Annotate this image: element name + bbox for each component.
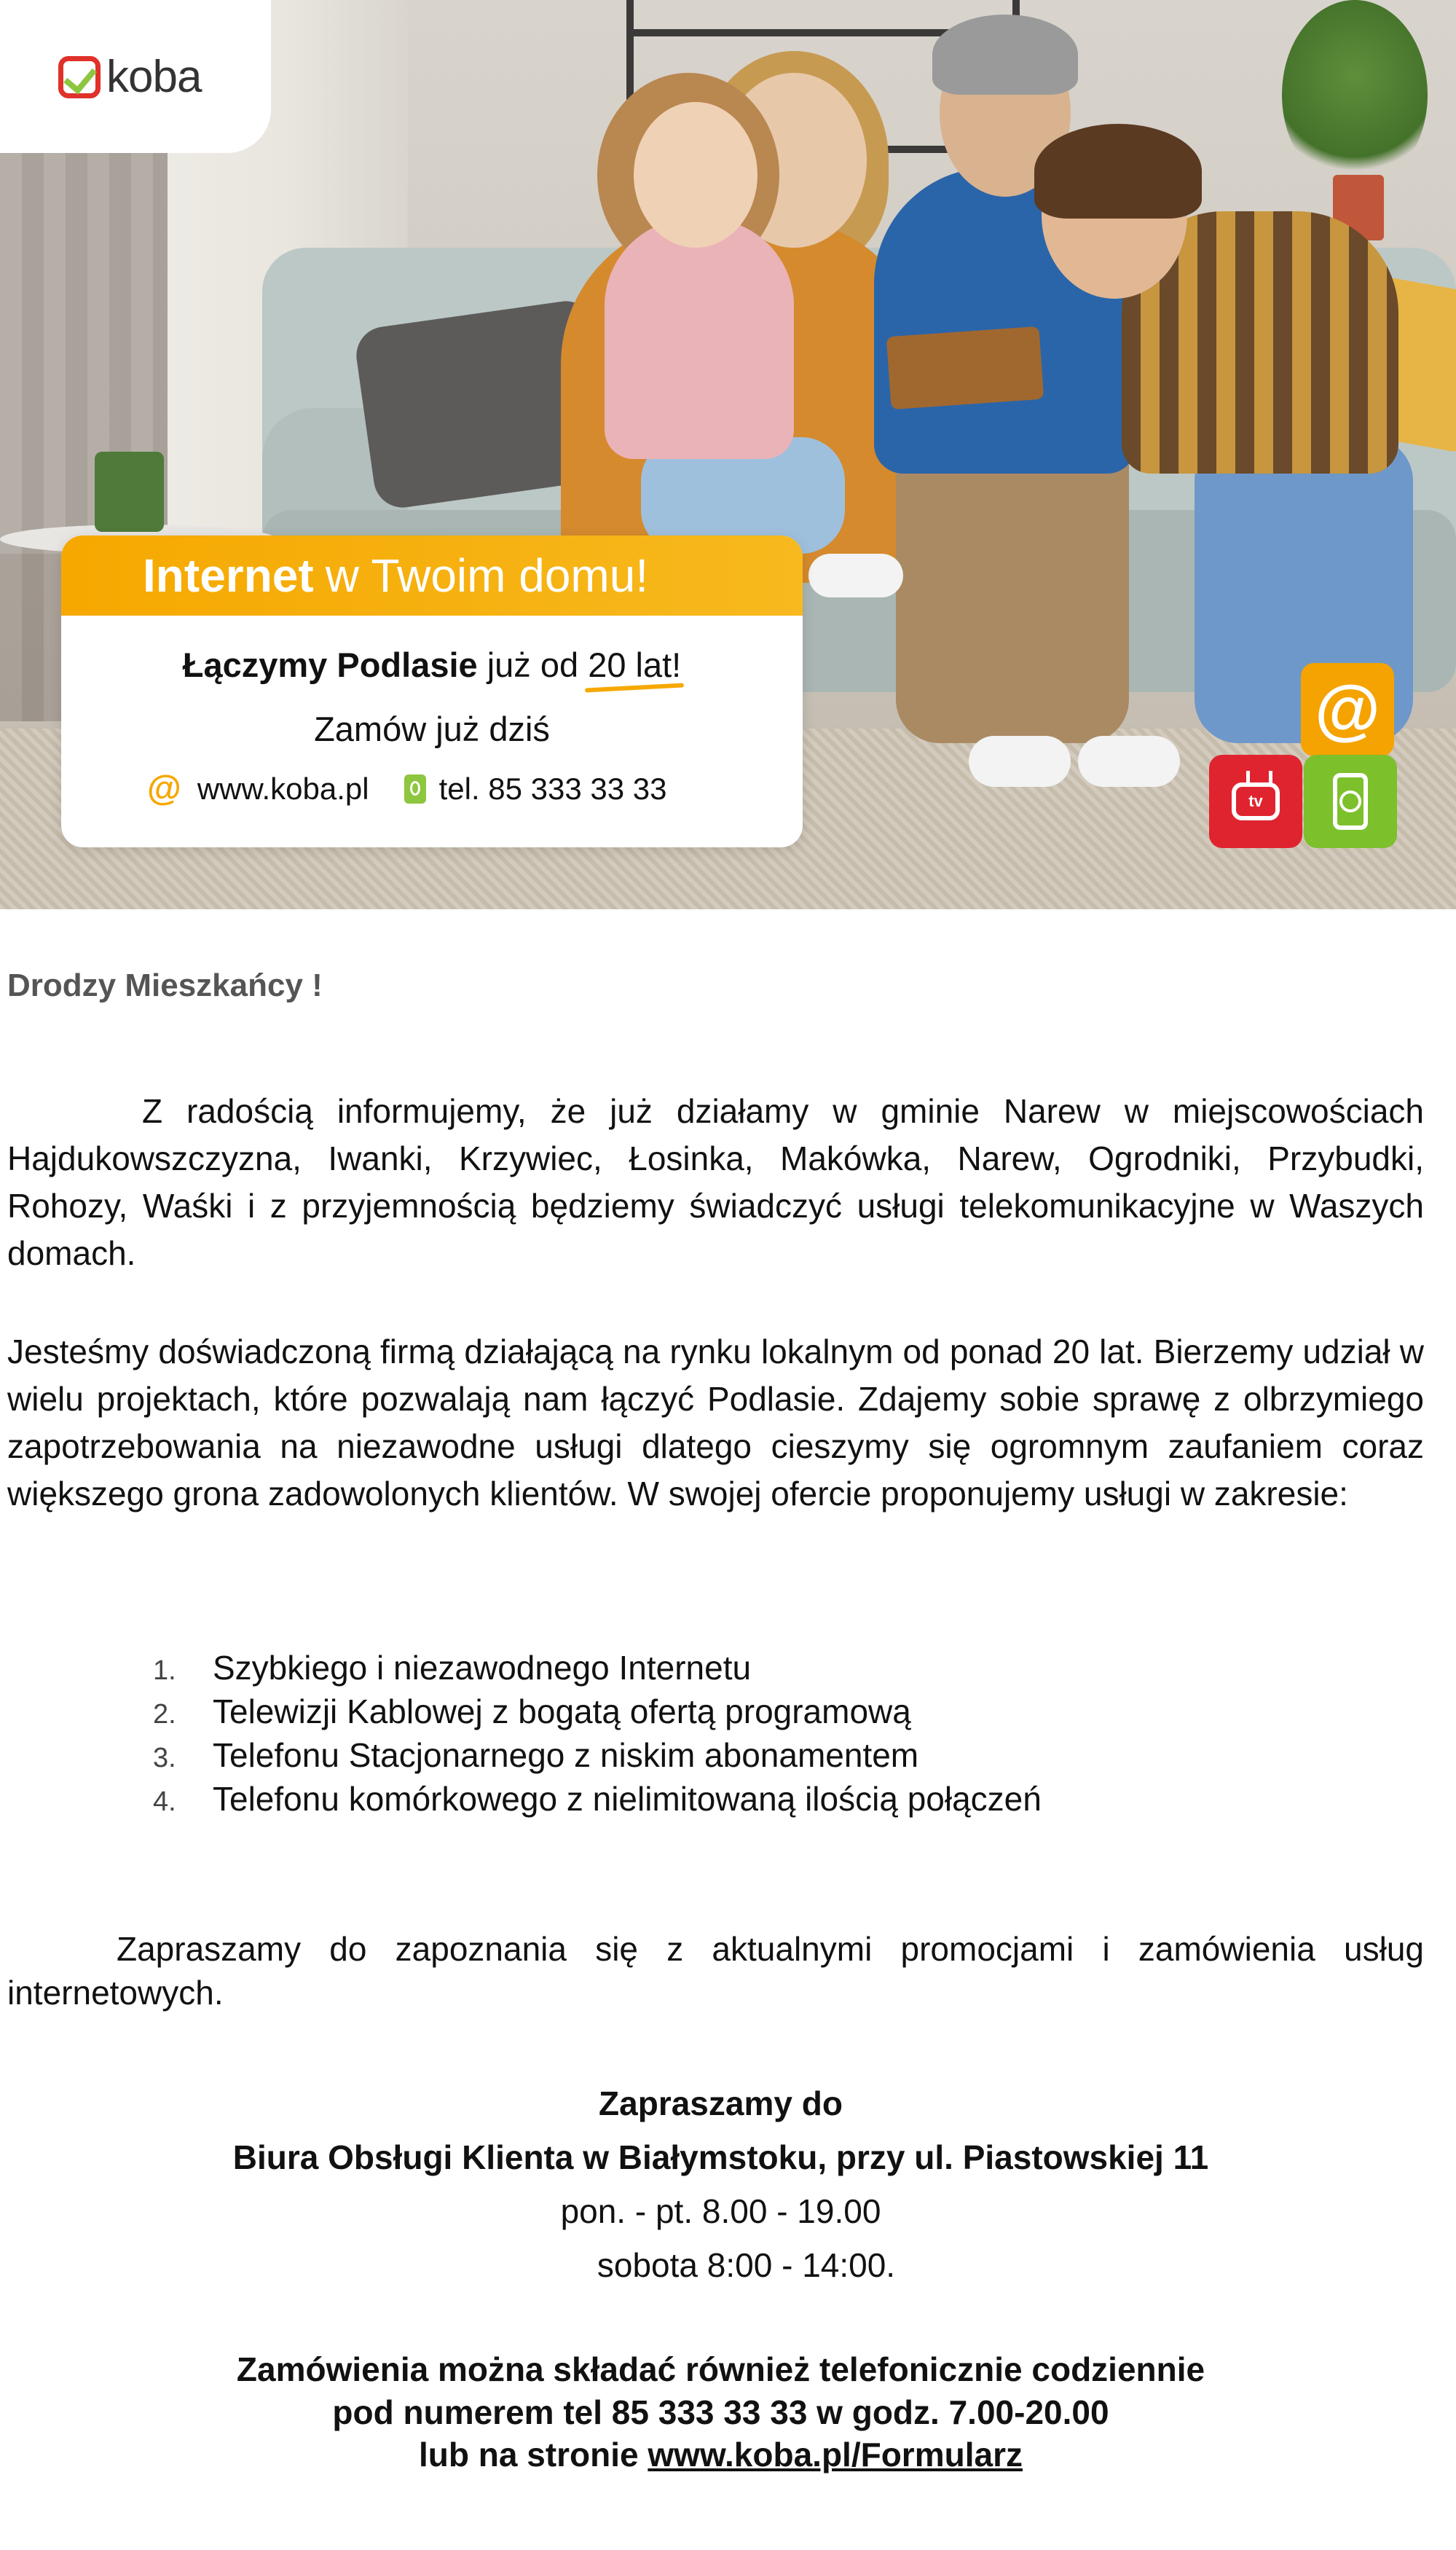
- promo-cta: Zamów już dziś: [314, 710, 550, 748]
- phone-tile-icon: [1304, 755, 1397, 848]
- list-item: [153, 1648, 1042, 1692]
- promo-contacts: [147, 769, 667, 809]
- logo-text: koba: [106, 52, 202, 102]
- at-icon: @: [147, 769, 181, 808]
- tv-glyph-text: tv: [1248, 792, 1263, 810]
- phone-icon: [404, 774, 426, 804]
- logo-box: [0, 0, 271, 153]
- boy-hair: [1034, 124, 1202, 219]
- girl-face: [634, 102, 757, 248]
- list-label: Telewizji Kablowej z bogatą ofertą programową: [213, 1692, 911, 1730]
- headline-rest: w Twoim domu!: [325, 549, 649, 602]
- order-form-link[interactable]: www.koba.pl/Formularz: [648, 2436, 1023, 2474]
- order-line-2: pod numerem tel 85 333 33 33 w godz. 7.00-20.00: [332, 2393, 1109, 2431]
- shoe: [808, 554, 903, 597]
- internet-tile-icon: [1301, 663, 1394, 756]
- mobile-phone-icon: [1333, 773, 1368, 830]
- order-line-3: [0, 2435, 1441, 2474]
- promo-website[interactable]: www.koba.pl: [197, 771, 369, 806]
- promo-tagline: [61, 645, 803, 685]
- list-label: Telefonu komórkowego z nielimitowaną ilością połączeń: [213, 1780, 1042, 1818]
- at-glyph: @: [1315, 672, 1380, 747]
- father-hair: [932, 15, 1078, 95]
- list-number: 4.: [153, 1786, 176, 1817]
- plant: [1282, 0, 1428, 189]
- tv-tile-icon: [1209, 755, 1302, 848]
- office-address: Biura Obsługi Klienta w Białymstoku, przy ul. Piastowskiej 11: [232, 2138, 1209, 2176]
- koba-logo[interactable]: [58, 51, 201, 103]
- services-list: [153, 1648, 1042, 1823]
- shoe: [969, 736, 1071, 787]
- hours-saturday: sobota 8:00 - 14:00.: [597, 2246, 896, 2284]
- paragraph-company: Jesteśmy doświadczoną firmą działającą na rynku lokalnym od ponad 20 lat. Bierzemy udział w wielu projektach, które pozwalają nam łączyć Podlasie. Zdajemy sobie sprawę z olbrzymiego zapotrzebowania na niezawodne usługi dlatego cieszymy się ogromnym zaufaniem coraz większego grona zadowolonych klientów. W swojej ofercie proponujemy usługi w zakresie:: [7, 1333, 1424, 1513]
- promo-phone[interactable]: tel. 85 333 33 33: [438, 771, 667, 806]
- order-line-prefix: lub na stronie: [419, 2436, 648, 2474]
- list-item: [153, 1779, 1042, 1823]
- order-line-1: Zamówienia można składać również telefonicznie codziennie: [236, 2350, 1205, 2388]
- office-intro: Zapraszamy do: [599, 2084, 843, 2122]
- tagline-bold: Łączymy Podlasie: [182, 646, 478, 684]
- tagline-years: 20 lat!: [588, 646, 682, 684]
- list-label: Telefonu Stacjonarnego z niskim abonamentem: [213, 1736, 919, 1774]
- list-number: 3.: [153, 1743, 176, 1773]
- girl: [605, 219, 794, 459]
- headline-bold: Internet: [143, 549, 314, 602]
- list-number: 2.: [153, 1699, 176, 1730]
- list-item: [153, 1735, 1042, 1779]
- mug: [95, 452, 164, 532]
- hero-image: [0, 0, 1456, 909]
- greeting: Drodzy Mieszkańcy !: [7, 968, 323, 1003]
- paragraph-invitation: Zapraszamy do zapoznania się z aktualnymi promocjami i zamówienia usług internetowych.: [7, 1930, 1424, 2012]
- shoe: [1078, 736, 1180, 787]
- tablet: [886, 326, 1044, 409]
- promo-headline: [61, 536, 803, 616]
- tv-icon: [1232, 782, 1280, 820]
- tagline-mid: już od: [477, 646, 589, 684]
- checkmark-icon: [58, 56, 101, 98]
- promo-card: [61, 536, 803, 847]
- paragraph-intro: Z radością informujemy, że już działamy w gminie Narew w miejscowościach Hajdukowszczyzna, Iwanki, Krzywiec, Łosinka, Makówka, Narew, Ogrodniki, Przybudki, Rohozy, Waśki i z przyjemnością będziemy świadczyć usługi telekomunikacyjne w Waszych domach.: [7, 1092, 1424, 1272]
- list-item: [153, 1692, 1042, 1735]
- hours-weekdays: pon. - pt. 8.00 - 19.00: [560, 2192, 881, 2230]
- list-number: 1.: [153, 1655, 176, 1686]
- list-label: Szybkiego i niezawodnego Internetu: [213, 1649, 752, 1687]
